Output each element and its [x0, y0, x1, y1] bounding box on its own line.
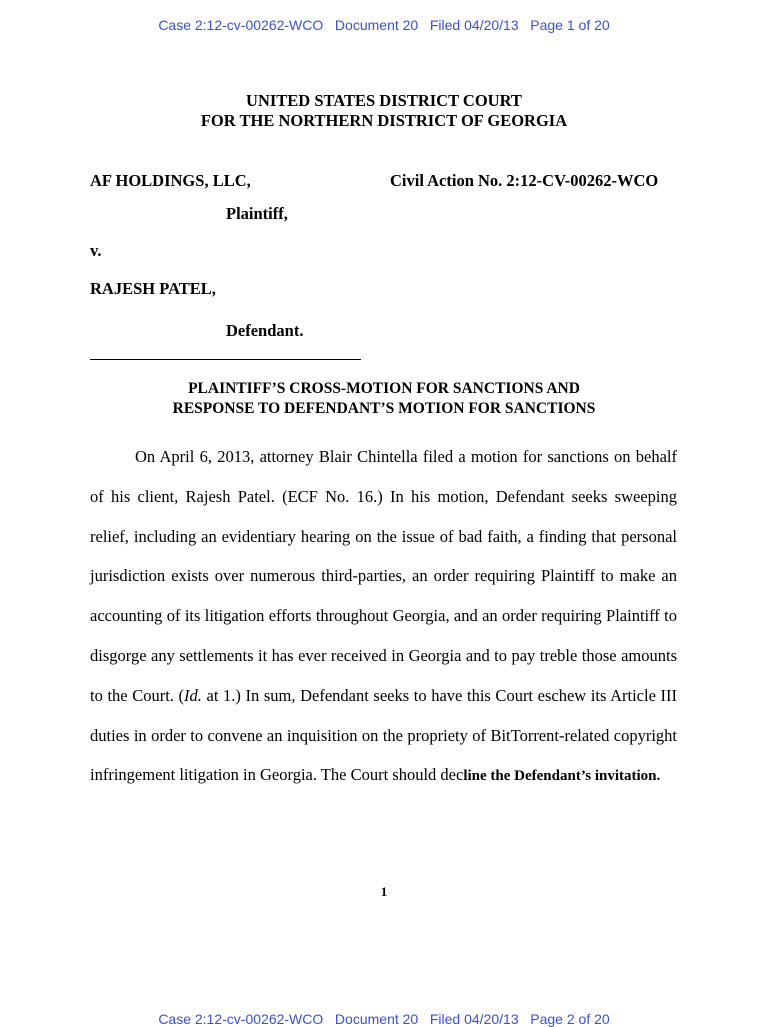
- court-name-line2: FOR THE NORTHERN DISTRICT OF GEORGIA: [200, 111, 568, 130]
- page-number: 1: [380, 884, 388, 899]
- civil-action-number: Civil Action No. 2:12-CV-00262-WCO: [390, 171, 659, 190]
- versus-label: v.: [90, 241, 102, 260]
- court-name-line1: UNITED STATES DISTRICT COURT: [246, 91, 522, 110]
- body-text-part1: On April 6, 2013, attorney Blair Chintella filed a motion for sanctions on behalf of his client, Rajesh Patel. (ECF No. 16.) In his motion, Defendant seeks sweeping relief, including an evidentiary hearing on the issue of bad faith, a finding that personal jurisdiction exists over numerous third-parties, an order requiring Plaintiff to make an accounting of its litigation efforts throughout Georgia, and an order requiring Plaintiff to disgorge any settlements it has ever received in Georgia and to pay treble those amounts to the Court. (: [90, 447, 677, 705]
- motion-title-line1: PLAINTIFF’S CROSS-MOTION FOR SANCTIONS AND: [188, 380, 580, 397]
- defendant-role: Defendant.: [226, 321, 304, 340]
- motion-title-line2: RESPONSE TO DEFENDANT’S MOTION FOR SANCTIONS: [172, 400, 596, 417]
- caption-divider: [90, 359, 361, 360]
- motion-title: [0, 379, 768, 419]
- plaintiff-role: Plaintiff,: [226, 204, 288, 223]
- body-text-part3: line the Defendant’s invitation.: [463, 768, 661, 785]
- plaintiff-name: AF HOLDINGS, LLC,: [90, 171, 251, 190]
- body-text-part2: at 1.) In sum, Defendant seeks to have this Court eschew its Article III duties in order to convene an inquisition on the propriety of BitTorrent-related copyright infringement litigation in Georgia. The Court should dec: [90, 685, 677, 785]
- next-page-header-stamp: Case 2:12-cv-00262-WCO Document 20 Filed 04/20/13 Page 2 of 20: [158, 1011, 610, 1027]
- citation-id: Id.: [184, 685, 202, 705]
- defendant-name: RAJESH PATEL,: [90, 279, 216, 298]
- body-paragraph: [90, 437, 677, 797]
- filing-header-stamp: Case 2:12-cv-00262-WCO Document 20 Filed 04/20/13 Page 1 of 20: [158, 17, 610, 33]
